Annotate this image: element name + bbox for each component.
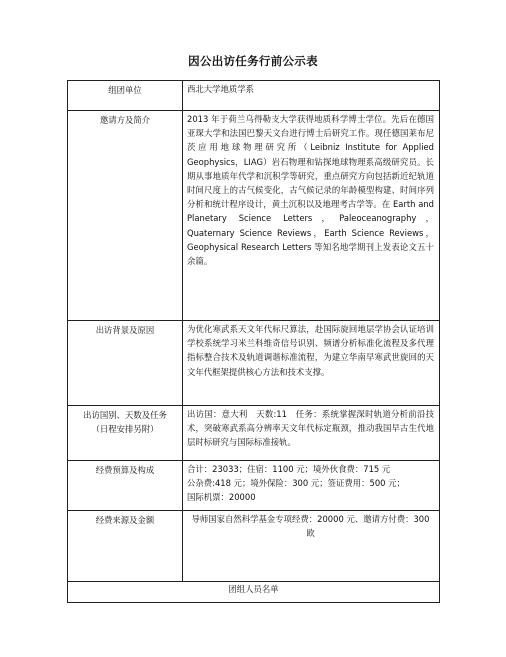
publicity-form-table xyxy=(67,80,440,603)
budget-line-1: 合计：23033；住宿：1100 元；境外伙食费：715 元 xyxy=(187,464,391,474)
budget-label xyxy=(68,461,183,511)
background-description: 为优化寒武系天文年代标尺算法，赴国际旋回地层学协会认证培训学校系统学习米兰科维奇信号识别、频谱分析标准化流程及多代理指标整合技术及轨道调谐标准流程，为建立华南早寒武世旋回的天文年代框架提供核心方法和技术支撑。 xyxy=(187,324,434,377)
destination-description: 出访国：意大利 天数:11 任务：系统掌握深时轨道分析前沿技术，突破寒武系高分辨率天文年代标定瓶颈，推动我国早古生代地层时标研究与国际标准接轨。 xyxy=(187,409,434,448)
members-header: 团组人员名单 xyxy=(68,582,440,603)
group-unit-value-text: 西北大学地质学系 xyxy=(187,84,254,94)
row-background xyxy=(68,321,440,406)
group-unit-label-text: 组团单位 xyxy=(108,85,142,95)
destination-value xyxy=(183,406,440,461)
invitee-label-text: 邀请方及简介 xyxy=(99,115,151,125)
group-unit-value xyxy=(183,81,440,111)
invitee-label xyxy=(68,111,183,321)
row-funding xyxy=(68,511,440,582)
budget-line-3: 国际机票：20000 xyxy=(187,492,256,503)
funding-value xyxy=(183,511,440,582)
row-destination xyxy=(68,406,440,461)
destination-label xyxy=(68,406,183,461)
row-invitee xyxy=(68,111,440,321)
destination-label-line1: 出访国别、天数及任务 xyxy=(83,410,167,420)
budget-value xyxy=(183,461,440,511)
row-members xyxy=(68,582,440,603)
invitee-value xyxy=(183,111,440,321)
background-value xyxy=(183,321,440,406)
background-label-text: 出访背景及原因 xyxy=(95,325,155,335)
funding-description: 导师国家自然科学基金专项经费：20000 元、邀请方付费：300 欧 xyxy=(191,514,430,539)
document-title: 因公出访任务行前公示表 xyxy=(188,54,318,68)
funding-label-text: 经费来源及金额 xyxy=(95,515,155,525)
group-unit-label xyxy=(68,81,183,111)
row-group-unit xyxy=(68,81,440,111)
row-budget xyxy=(68,461,440,511)
funding-label xyxy=(68,511,183,582)
background-label xyxy=(68,321,183,406)
invitee-description: 2013 年于荷兰乌得勒支大学获得地质科学博士学位。先后在德国亚琛大学和法国巴黎天文台进行博士后研究工作。现任德国莱布尼茨应用地球物理研究所（Leibniz Institute for Applied Geophysics，LIAG）岩石物理和钻探地球物理系高级研究员。长期从事地质年代学和沉积学等研究，重点研究方向包括新近纪轨道时间尺度上的古气候变化，古气候记录的年龄模型构建、时间序列分析和统计程序设计，黄土沉积以及地理考古学等。在 Earth and Planetary Science Letters，Paleoceanography，Quaternary Science Reviews，Earth Science Reviews，Geophysical Research Letters 等知名地学期刊上发表论文五十余篇。 xyxy=(187,114,434,267)
budget-line-2: 公杂费:418 元；境外保险：300 元；签证费用：500 元； xyxy=(187,478,405,489)
budget-label-text: 经费预算及构成 xyxy=(95,465,155,475)
destination-label-line2: （日程安排另附） xyxy=(91,424,159,435)
